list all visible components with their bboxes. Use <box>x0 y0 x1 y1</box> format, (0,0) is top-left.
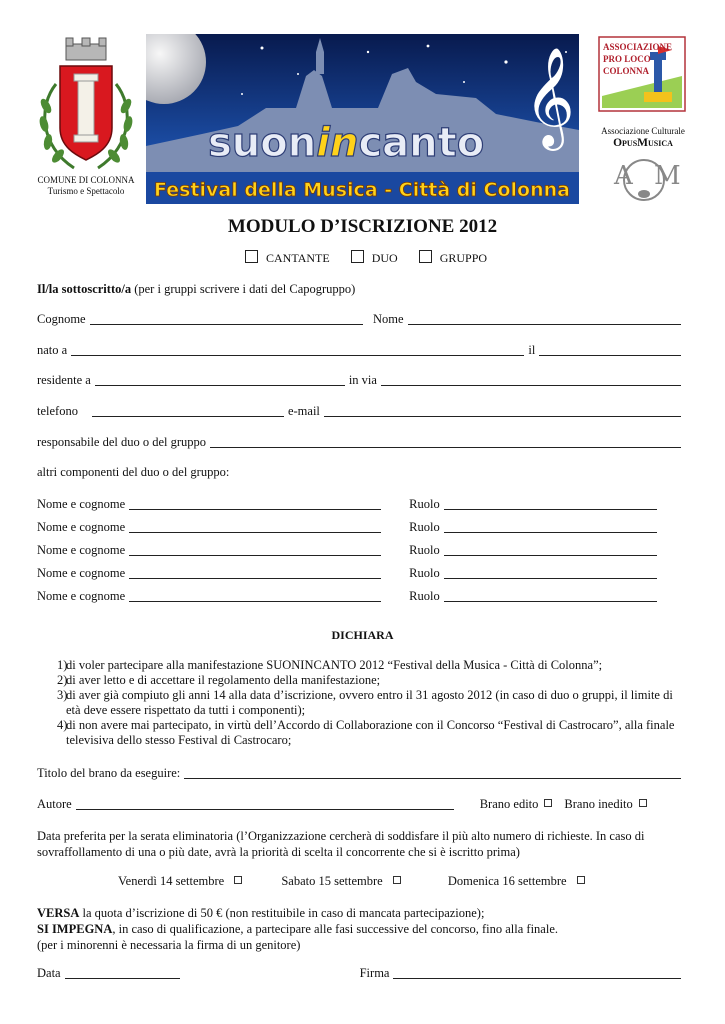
residente-label: residente a <box>37 373 91 387</box>
checkbox-gruppo[interactable] <box>419 251 487 265</box>
member-role-field[interactable] <box>444 543 657 556</box>
responsabile-label: responsabile del duo o del gruppo <box>37 435 207 449</box>
member-role-field[interactable] <box>444 520 657 533</box>
data-field[interactable] <box>65 966 180 979</box>
brano-inedito-label: Brano inedito <box>564 797 633 811</box>
nato-a-label: nato a <box>37 343 68 357</box>
proloco-line-1: ASSOCIAZIONE <box>603 42 673 52</box>
member-name-label: Nome e cognome <box>37 520 126 534</box>
svg-text:A: A <box>614 161 633 191</box>
versa-line: VERSA la quota d’iscrizione di 50 € (non restituibile in caso di mancata partecipazione); <box>37 906 485 920</box>
opusmusica-name: OpusMusica <box>613 137 673 149</box>
email-field[interactable] <box>324 404 681 417</box>
autore-label: Autore <box>37 797 72 811</box>
member-name-field[interactable] <box>129 497 381 510</box>
via-field[interactable] <box>381 373 681 386</box>
banner-word-in: in <box>316 120 359 166</box>
checkbox-duo[interactable] <box>351 251 398 265</box>
member-role-label: Ruolo <box>409 589 440 603</box>
member-role-field[interactable] <box>444 589 657 602</box>
firma-label: Firma <box>359 966 390 980</box>
member-name-label: Nome e cognome <box>37 566 126 580</box>
cognome-field[interactable] <box>90 312 363 325</box>
dichiara-heading: DICHIARA <box>331 628 394 642</box>
member-role-label: Ruolo <box>409 543 440 557</box>
member-row <box>37 566 661 581</box>
svg-text:M: M <box>654 161 680 191</box>
form-title: MODULO D’ISCRIZIONE 2012 <box>227 216 498 237</box>
member-role-label: Ruolo <box>409 566 440 580</box>
serata-dates <box>118 874 585 889</box>
serata-text: Data preferita per la serata eliminatoria (l’Organizzazione cercherà di soddisfare il più alto numero di richieste. In caso di sovraffollamento di una o più date, avrà la priorità di scelta il concorrente che si è iscritto prima) <box>37 829 645 859</box>
member-name-field[interactable] <box>129 543 381 556</box>
dichiara-list <box>37 658 687 748</box>
altri-componenti-label: altri componenti del duo o del gruppo: <box>37 465 230 479</box>
banner-word-canto: canto <box>358 120 485 166</box>
checkbox-cantante-label: CANTANTE <box>266 251 330 265</box>
titolo-brano-label: Titolo del brano da eseguire: <box>37 766 181 780</box>
nome-field[interactable] <box>408 312 681 325</box>
cognome-label: Cognome <box>37 312 86 326</box>
minorenni-note: (per i minorenni è necessaria la firma di un genitore) <box>37 938 301 952</box>
date-option-sabato[interactable]: Sabato 15 settembre <box>281 874 400 888</box>
intro-bold: Il/la sottoscritto/a <box>37 282 132 296</box>
assoc-culturale-label: Associazione Culturale <box>601 126 685 136</box>
impegna-line: SI IMPEGNA, in caso di qualificazione, a partecipare alle fasi successive del concorso, fino alla finale. <box>37 922 558 936</box>
proloco-line-2: PRO LOCO <box>603 54 651 64</box>
member-row <box>37 520 661 535</box>
firma-field[interactable] <box>393 966 681 979</box>
dichiara-item: 1) di voler partecipare alla manifestazione SUONINCANTO 2012 “Festival della Musica - Città di Colonna”; <box>57 658 603 672</box>
nato-a-field[interactable] <box>71 343 524 356</box>
member-role-field[interactable] <box>444 497 657 510</box>
responsabile-field[interactable] <box>210 435 681 448</box>
festival-banner <box>146 34 579 204</box>
date-option-venerdi[interactable]: Venerdì 14 settembre <box>118 874 242 888</box>
comune-crest <box>34 36 138 176</box>
residente-field[interactable] <box>95 373 345 386</box>
brano-inedito-checkbox[interactable] <box>639 799 647 807</box>
category-checkboxes <box>245 250 487 266</box>
dichiara-item: 2) di aver letto e di accettare il regolamento della manifestazione; <box>57 673 381 687</box>
comune-name: COMUNE DI COLONNA <box>37 175 135 185</box>
il-label: il <box>528 343 536 357</box>
opusmusica-logo <box>608 154 680 204</box>
via-label: in via <box>348 373 377 387</box>
member-name-label: Nome e cognome <box>37 543 126 557</box>
checkbox-duo-label: DUO <box>371 251 398 265</box>
telefono-field[interactable] <box>92 404 284 417</box>
member-role-label: Ruolo <box>409 520 440 534</box>
date-option-domenica[interactable]: Domenica 16 settembre <box>448 874 585 888</box>
proloco-line-3: COLONNA <box>603 66 650 76</box>
nome-label: Nome <box>373 312 404 326</box>
member-name-label: Nome e cognome <box>37 589 126 603</box>
telefono-label: telefono <box>37 404 78 418</box>
member-row <box>37 543 661 558</box>
data-label: Data <box>37 966 61 980</box>
data-nascita-field[interactable] <box>539 343 681 356</box>
email-label: e-mail <box>287 404 320 418</box>
autore-field[interactable] <box>76 797 454 810</box>
banner-subtitle: Festival della Musica - Città di Colonna <box>154 179 570 201</box>
brano-edito-option[interactable] <box>480 797 553 812</box>
member-role-field[interactable] <box>444 566 657 579</box>
svg-text:suonincanto <box>208 120 484 166</box>
brano-inedito-option[interactable] <box>564 797 646 812</box>
member-name-field[interactable] <box>129 589 381 602</box>
member-name-field[interactable] <box>129 520 381 533</box>
member-row <box>37 497 661 512</box>
comune-department: Turismo e Spettacolo <box>47 186 125 196</box>
dichiara-item: 4) di non avere mai partecipato, in virtù dell’Accordo di Collaborazione con il Concorso “Festival di Castrocaro”, alla finale televisiva dello stesso Festival di Castrocaro; <box>57 718 675 747</box>
banner-word-suon: suon <box>208 120 317 166</box>
intro-line <box>37 282 355 297</box>
member-name-field[interactable] <box>129 566 381 579</box>
svg-text:𝄞: 𝄞 <box>524 47 575 147</box>
dichiara-item: 3) di aver già compiuto gli anni 14 alla data d’iscrizione, ovvero entro il 31 agosto 2012 (in caso di duo o gruppi, il limite di età deve essere rispettato da tutti i componenti); <box>57 688 673 717</box>
checkbox-gruppo-label: GRUPPO <box>439 251 488 265</box>
member-row <box>37 589 661 604</box>
brano-edito-checkbox[interactable] <box>544 799 552 807</box>
member-name-label: Nome e cognome <box>37 497 126 511</box>
member-role-label: Ruolo <box>409 497 440 511</box>
intro-rest: (per i gruppi scrivere i dati del Capogruppo) <box>131 282 356 296</box>
brano-edito-label: Brano edito <box>479 797 539 811</box>
titolo-brano-field[interactable] <box>184 766 681 779</box>
checkbox-cantante[interactable] <box>245 251 330 265</box>
proloco-logo <box>598 36 686 112</box>
